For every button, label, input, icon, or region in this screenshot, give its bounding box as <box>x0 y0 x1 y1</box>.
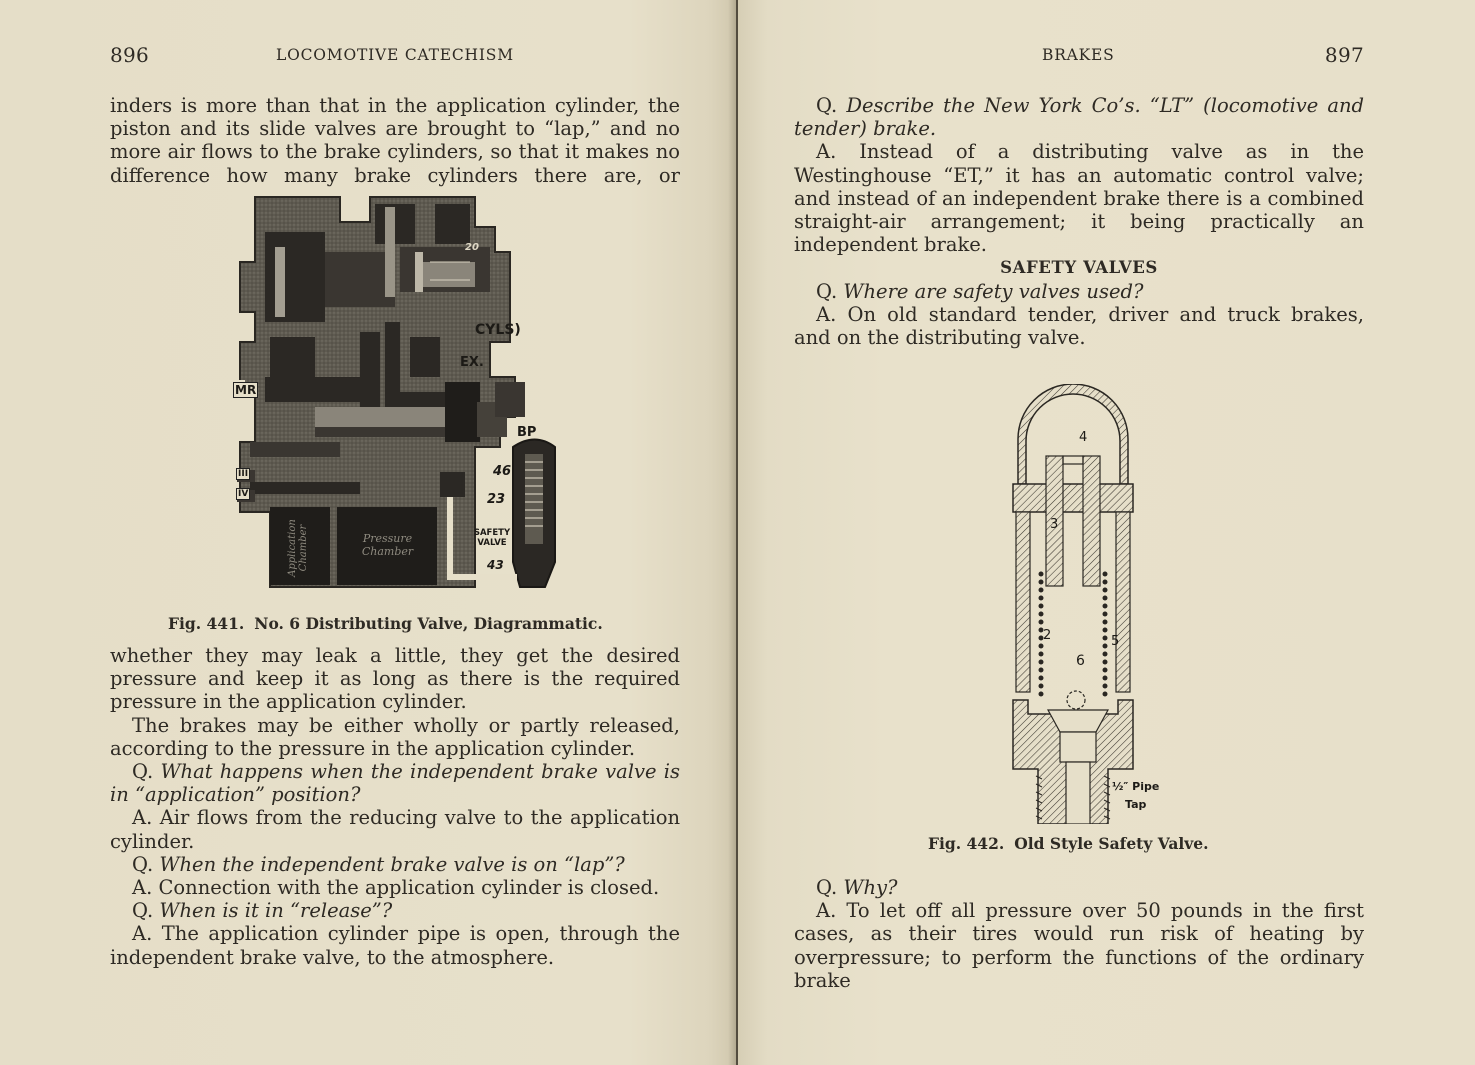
answer: A. To let off all pressure over 50 pounds in the first cases, as their tires would run risk of heating by overpressure; to perform the functions of the ordinary brake <box>794 899 1364 992</box>
label-4: 4 <box>1079 430 1088 445</box>
label-safety-valve: SAFETY VALVE <box>473 528 511 548</box>
running-head-title-right: BRAKES <box>1042 46 1115 64</box>
label-application-chamber: Application Chamber <box>287 519 309 577</box>
figure-number: Fig. 441. <box>168 614 245 633</box>
label-6: 6 <box>1076 653 1085 669</box>
gutter-shadow <box>728 0 736 1065</box>
question-text: Describe the New York Co’s. “LT” (locomotive and tender) brake. <box>794 94 1365 141</box>
paragraph: whether they may leak a little, they get the desired pressure and keep it as long as there is the required pressure in the application cylinder. <box>110 644 680 714</box>
label-43: 43 <box>487 558 504 572</box>
label-pipe-size: ½″ Pipe <box>1112 780 1160 793</box>
figure-441-caption <box>168 614 603 633</box>
label-mr: MR <box>235 383 257 397</box>
paragraph: The brakes may be either wholly or partly released, according to the pressure in the application cylinder. <box>110 713 680 760</box>
label-ex: EX. <box>460 355 484 370</box>
figure-title: No. 6 Distributing Valve, Diagrammatic. <box>254 614 603 633</box>
label-cyls: CYLS) <box>475 322 521 338</box>
section-heading: SAFETY VALVES <box>1000 258 1158 278</box>
question-prefix: Q. <box>816 279 838 303</box>
question <box>794 280 1364 303</box>
label-23: 23 <box>487 492 506 507</box>
question-text: When the independent brake valve is on “lap”? <box>159 852 625 876</box>
answer: A. Air flows from the reducing valve to the application cylinder. <box>110 806 680 853</box>
label-5: 5 <box>1111 634 1120 649</box>
right-top-text <box>794 94 1364 349</box>
question-prefix: Q. <box>132 760 154 784</box>
running-head-title-left: LOCOMOTIVE CATECHISM <box>276 46 514 64</box>
question <box>794 94 1364 140</box>
figure-title: Old Style Safety Valve. <box>1014 834 1209 853</box>
answer: A. Instead of a distributing valve as in the Westinghouse “ET,” it has an automatic control valve; and instead of an independent brake there is a combined straight-air arrangement; it being practically an independent brake. <box>794 140 1364 257</box>
question-text: What happens when the independent brake valve is in “application” position? <box>110 760 681 807</box>
question-text: Why? <box>843 876 898 899</box>
figure-442-caption <box>928 834 1209 853</box>
text-line: piston and its slide valves are brought to “lap,” and no <box>110 117 680 141</box>
left-bottom-text <box>110 644 680 969</box>
right-bottom-text <box>794 876 1364 992</box>
right-page <box>738 0 1475 1065</box>
page-number-left: 896 <box>110 43 150 67</box>
question <box>110 760 680 806</box>
answer: A. On old standard tender, driver and truck brakes, and on the distributing valve. <box>794 302 1364 350</box>
label-tap: Tap <box>1125 798 1147 811</box>
question-prefix: Q. <box>816 94 838 117</box>
safety-valve-diagram <box>1008 384 1208 824</box>
question-prefix: Q. <box>816 876 838 899</box>
question <box>794 876 1364 899</box>
label-20: 20 <box>465 242 479 253</box>
left-top-paragraph <box>110 94 680 187</box>
question <box>110 899 680 922</box>
question <box>110 853 680 876</box>
label-2: 2 <box>1043 628 1052 643</box>
label-iii: III <box>238 469 249 479</box>
label-pressure-chamber: Pressure Chamber <box>361 532 414 558</box>
text-line: more air flows to the brake cylinders, so that it makes no <box>110 140 680 164</box>
figure-441-distributing-valve <box>225 192 565 602</box>
label-3: 3 <box>1050 517 1059 532</box>
question-prefix: Q. <box>132 899 154 923</box>
text-line: inders is more than that in the application cylinder, the <box>110 94 680 117</box>
label-46: 46 <box>493 464 512 479</box>
question-text: When is it in “release”? <box>159 899 393 923</box>
label-bp: BP <box>517 425 537 440</box>
question-prefix: Q. <box>132 852 154 876</box>
figure-442-safety-valve <box>1008 384 1208 824</box>
answer: A. The application cylinder pipe is open, through the independent brake valve, to the atmosphere. <box>110 922 680 969</box>
label-iv: IV <box>238 489 249 499</box>
answer: A. Connection with the application cylinder is closed. <box>132 876 660 900</box>
figure-number: Fig. 442. <box>928 834 1005 853</box>
question-text: Where are safety valves used? <box>843 279 1144 303</box>
page-number-right: 897 <box>1324 43 1364 67</box>
text-line: difference how many brake cylinders there are, or <box>110 163 680 187</box>
